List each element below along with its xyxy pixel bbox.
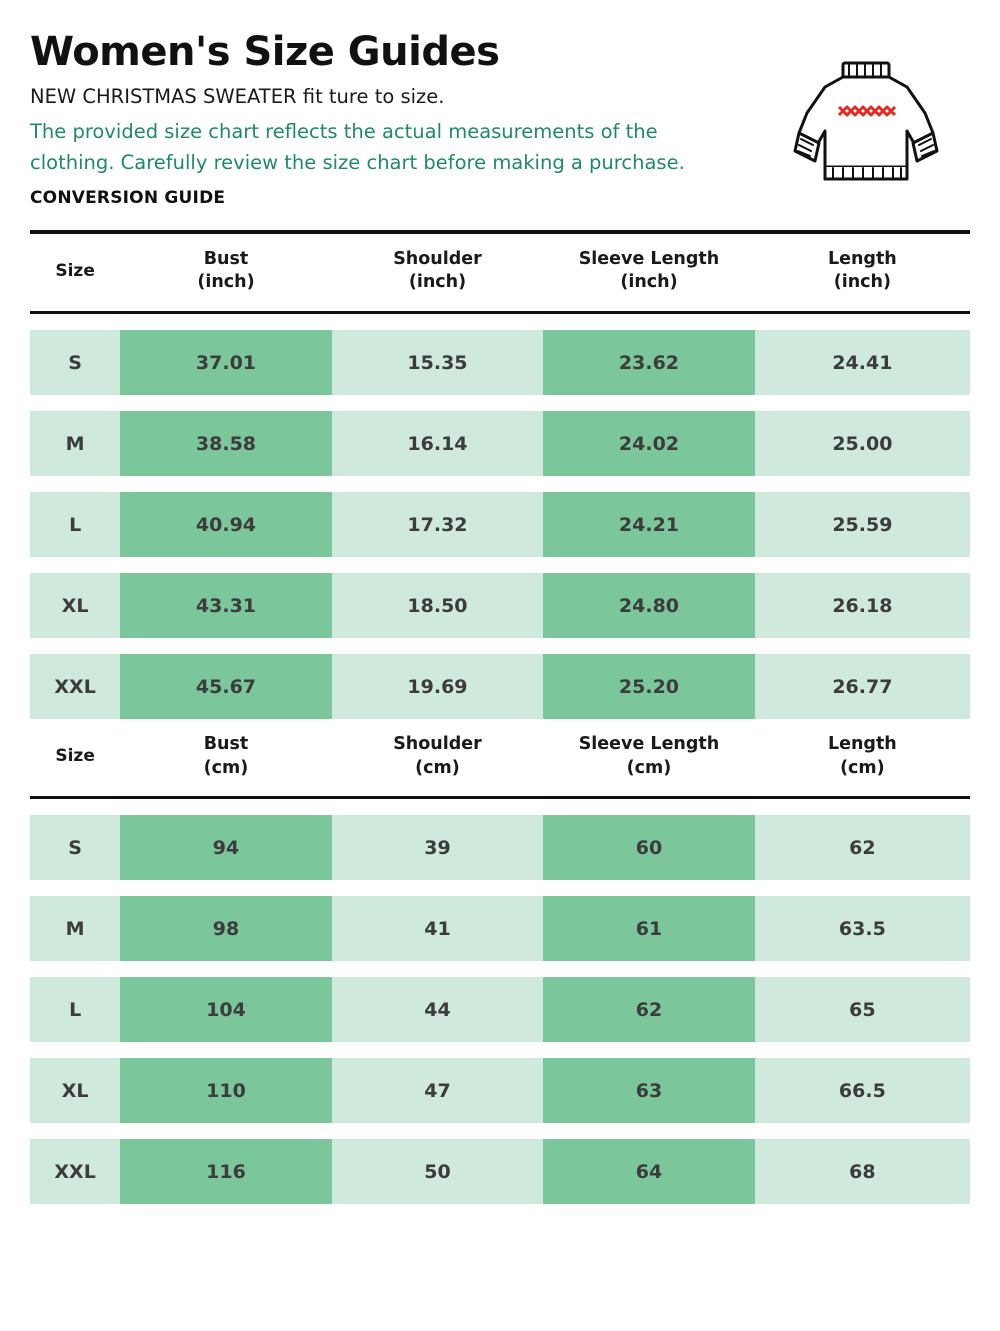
page-header (30, 0, 970, 216)
col-head-size: Size (55, 260, 95, 281)
cell-shoulder: 47 (332, 1058, 544, 1123)
inch-table-body (30, 314, 970, 719)
cell-length: 26.77 (755, 654, 970, 719)
cm-size-table-body (30, 799, 970, 1204)
cell-sleeve: 63 (543, 1058, 755, 1123)
cell-shoulder: 17.32 (332, 492, 544, 557)
page-title: Women's Size Guides (30, 29, 500, 75)
cell-sleeve: 23.62 (543, 330, 755, 395)
col-head-sleeve-cm (543, 719, 755, 796)
cell-bust: 94 (120, 815, 332, 880)
cell-length: 65 (755, 977, 970, 1042)
col-head-shoulder-cm-label: Shoulder (393, 734, 482, 755)
inch-table-head (30, 234, 970, 311)
cm-size-table (30, 719, 970, 796)
table-row (30, 573, 970, 638)
cell-size: XXL (30, 1139, 120, 1204)
cell-length: 63.5 (755, 896, 970, 961)
col-head-sleeve-cm-unit: (cm) (626, 757, 672, 778)
cm-header-row (30, 719, 970, 796)
spacer (30, 557, 970, 573)
col-head-shoulder-unit: (inch) (408, 272, 467, 293)
cm-table-block (30, 719, 970, 1204)
inch-size-table-body (30, 314, 970, 719)
cell-sleeve: 64 (543, 1139, 755, 1204)
cell-size: XL (30, 573, 120, 638)
cell-sleeve: 62 (543, 977, 755, 1042)
size-chart-note: The provided size chart reflects the actual measurements of the clothing. Carefully review the size chart before making a purchase. (30, 120, 685, 174)
cell-size: L (30, 977, 120, 1042)
col-head-bust-cm (120, 719, 332, 796)
cell-size: M (30, 411, 120, 476)
col-head-length-cm-unit: (cm) (840, 757, 885, 778)
cell-size: L (30, 492, 120, 557)
spacer (30, 799, 970, 815)
table-row (30, 492, 970, 557)
col-head-bust-unit: (inch) (197, 272, 255, 293)
spacer (30, 880, 970, 896)
col-head-sleeve-cm-label: Sleeve Length (578, 734, 720, 755)
cm-table-body (30, 799, 970, 1204)
spacer (30, 961, 970, 977)
cell-sleeve: 24.02 (543, 411, 755, 476)
table-row (30, 654, 970, 719)
cell-size: S (30, 815, 120, 880)
cell-shoulder: 15.35 (332, 330, 544, 395)
cell-bust: 43.31 (120, 573, 332, 638)
inch-header-row (30, 234, 970, 311)
cell-length: 26.18 (755, 573, 970, 638)
cell-shoulder: 44 (332, 977, 544, 1042)
table-row (30, 977, 970, 1042)
cell-bust: 37.01 (120, 330, 332, 395)
cell-length: 25.00 (755, 411, 970, 476)
cell-bust: 40.94 (120, 492, 332, 557)
table-row (30, 815, 970, 880)
inch-size-table (30, 234, 970, 311)
table-row (30, 1058, 970, 1123)
cm-table-head (30, 719, 970, 796)
col-head-bust-cm-label: Bust (203, 734, 249, 755)
cell-sleeve: 60 (543, 815, 755, 880)
cell-bust: 45.67 (120, 654, 332, 719)
col-head-shoulder-cm-unit: (cm) (415, 757, 460, 778)
cell-length: 66.5 (755, 1058, 970, 1123)
spacer (30, 395, 970, 411)
col-head-bust (120, 234, 332, 311)
cell-shoulder: 16.14 (332, 411, 544, 476)
table-row (30, 330, 970, 395)
cell-length: 68 (755, 1139, 970, 1204)
table-row (30, 411, 970, 476)
spacer (30, 1042, 970, 1058)
col-head-length (755, 234, 970, 311)
col-head-shoulder-cm (332, 719, 544, 796)
cell-length: 24.41 (755, 330, 970, 395)
col-head-sleeve (543, 234, 755, 311)
cell-shoulder: 50 (332, 1139, 544, 1204)
cell-shoulder: 41 (332, 896, 544, 961)
spacer (30, 1123, 970, 1139)
col-head-length-label: Length (827, 248, 897, 269)
cell-size: XXL (30, 654, 120, 719)
col-head-sleeve-label: Sleeve Length (578, 248, 720, 269)
spacer (30, 638, 970, 654)
cell-bust: 38.58 (120, 411, 332, 476)
col-head-length-unit: (inch) (833, 272, 892, 293)
col-head-bust-label: Bust (203, 248, 249, 269)
cell-bust: 110 (120, 1058, 332, 1123)
cell-size: S (30, 330, 120, 395)
cell-shoulder: 18.50 (332, 573, 544, 638)
cell-sleeve: 24.21 (543, 492, 755, 557)
col-head-bust-cm-unit: (cm) (203, 757, 249, 778)
spacer (30, 314, 970, 330)
col-head-size-cm: Size (55, 746, 95, 767)
col-head-shoulder-label: Shoulder (393, 248, 482, 269)
conversion-guide-label: CONVERSION GUIDE (30, 187, 226, 208)
cell-bust: 104 (120, 977, 332, 1042)
table-row (30, 1139, 970, 1204)
cell-bust: 116 (120, 1139, 332, 1204)
christmas-sweater-icon (785, 55, 950, 190)
cell-length: 25.59 (755, 492, 970, 557)
cell-bust: 98 (120, 896, 332, 961)
fit-subtitle: NEW CHRISTMAS SWEATER fit ture to size. (30, 85, 445, 108)
col-head-shoulder (332, 234, 544, 311)
col-head-length-cm (755, 719, 970, 796)
cell-sleeve: 25.20 (543, 654, 755, 719)
inch-table-block (30, 234, 970, 719)
spacer (30, 476, 970, 492)
cell-sleeve: 61 (543, 896, 755, 961)
cell-shoulder: 19.69 (332, 654, 544, 719)
cell-size: XL (30, 1058, 120, 1123)
col-head-sleeve-unit: (inch) (620, 272, 678, 293)
col-head-length-cm-label: Length (827, 734, 897, 755)
cell-size: M (30, 896, 120, 961)
cell-sleeve: 24.80 (543, 573, 755, 638)
cell-shoulder: 39 (332, 815, 544, 880)
cell-length: 62 (755, 815, 970, 880)
table-row (30, 896, 970, 961)
